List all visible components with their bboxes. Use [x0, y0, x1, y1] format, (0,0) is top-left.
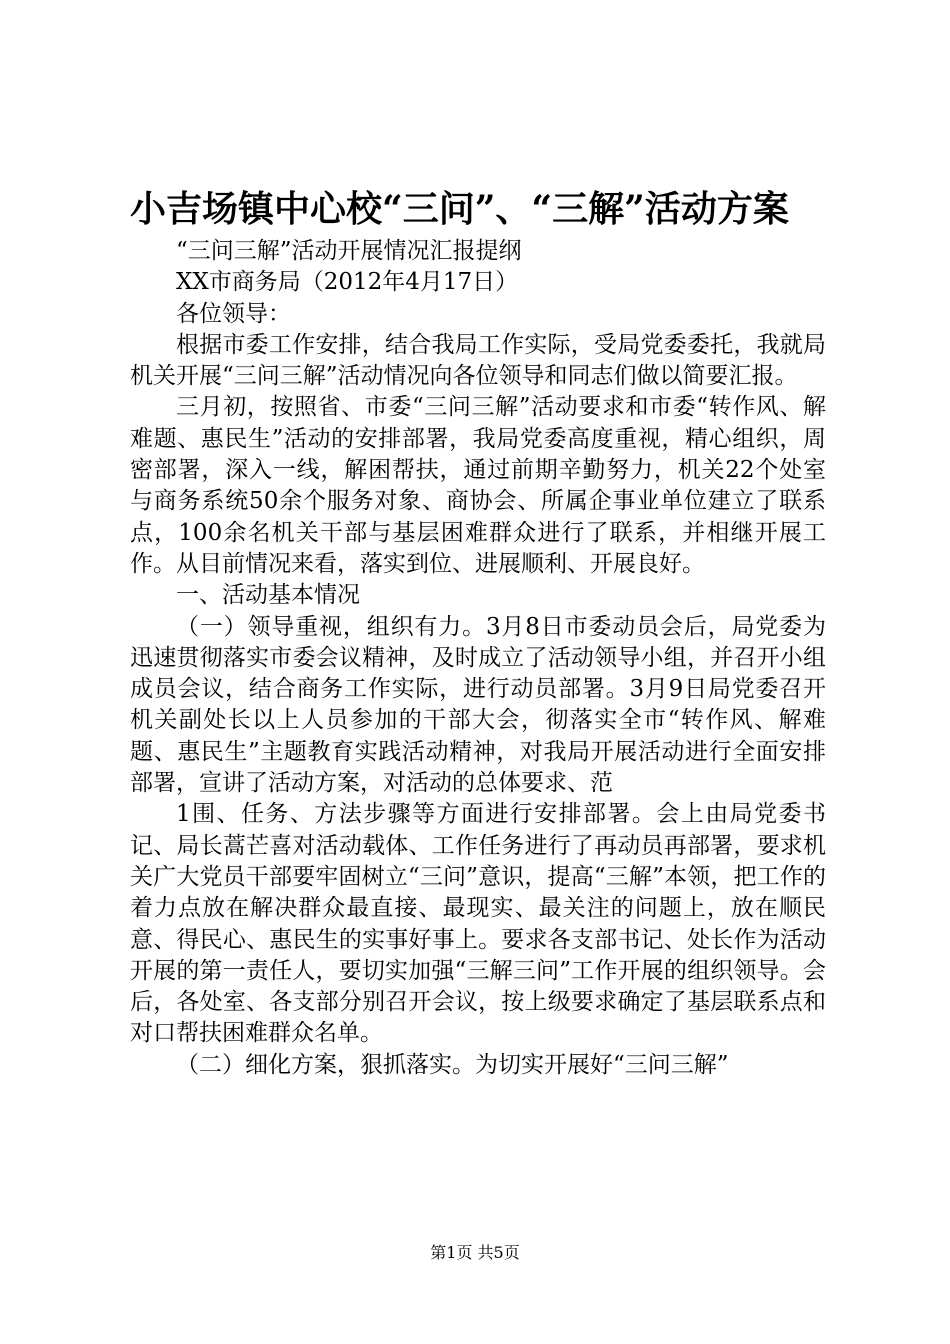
paragraph: 根据市委工作安排，结合我局工作实际，受局党委委托，我就局机关开展“三问三解”活动情况向各位领导和同志们做以简要汇报。 — [130, 331, 826, 390]
document-title: 小吉场镇中心校“三问”、“三解”活动方案 — [130, 188, 789, 230]
paragraph-subtitle: “三问三解”活动开展情况汇报提纲 — [176, 238, 522, 264]
paragraph: （二）细化方案，狠抓落实。为切实开展好“三问三解” — [176, 1051, 729, 1078]
document-body — [130, 236, 826, 1081]
paragraph: 1围、任务、方法步骤等方面进行安排部署。会上由局党委书记、局长蒿芒喜对活动载体、工作任务进行了再动员再部署，要求机关广大党员干部要牢固树立“三问”意识，提高“三解”本领，把工作的着力点放在解决群众最直接、最现实、最关注的问题上，放在顺民意、得民心、惠民生的实事好事上。要求各支部书记、处长作为活动开展的第一责任人，要切实加强“三解三问”工作开展的组织领导。会后，各处室、各支部分别召开会议，按上级要求确定了基层联系点和对口帮扶困难群众名单。 — [130, 801, 826, 1047]
paragraph-salutation: 各位领导： — [176, 300, 291, 327]
paragraph: 三月初，按照省、市委“三问三解”活动要求和市委“转作风、解难题、惠民生”活动的安排部署，我局党委高度重视，精心组织，周密部署，深入一线，解困帮扶，通过前期辛勤努力，机关22个处室与商务系统50余个服务对象、商协会、所属企事业单位建立了联系点，100余名机关干部与基层困难群众进行了联系，并相继开展工作。从目前情况来看，落实到位、进展顺利、开展良好。 — [130, 394, 826, 577]
section-heading: 一、活动基本情况 — [176, 582, 360, 609]
paragraph: （一）领导重视，组织有力。3月8日市委动员会后，局党委为迅速贯彻落实市委会议精神，及时成立了活动领导小组，并召开小组成员会议，结合商务工作实际，进行动员部署。3月9日局党委召开机关副处长以上人员参加的干部大会，彻落实全市“转作风、解难题、惠民生”主题教育实践活动精神，对我局开展活动进行全面安排部署，宣讲了活动方案，对活动的总体要求、范 — [130, 613, 826, 797]
page-footer: 第1页 共5页 — [430, 1243, 520, 1262]
paragraph-issuer-date: XX市商务局（2012年4月17日） — [176, 269, 519, 296]
